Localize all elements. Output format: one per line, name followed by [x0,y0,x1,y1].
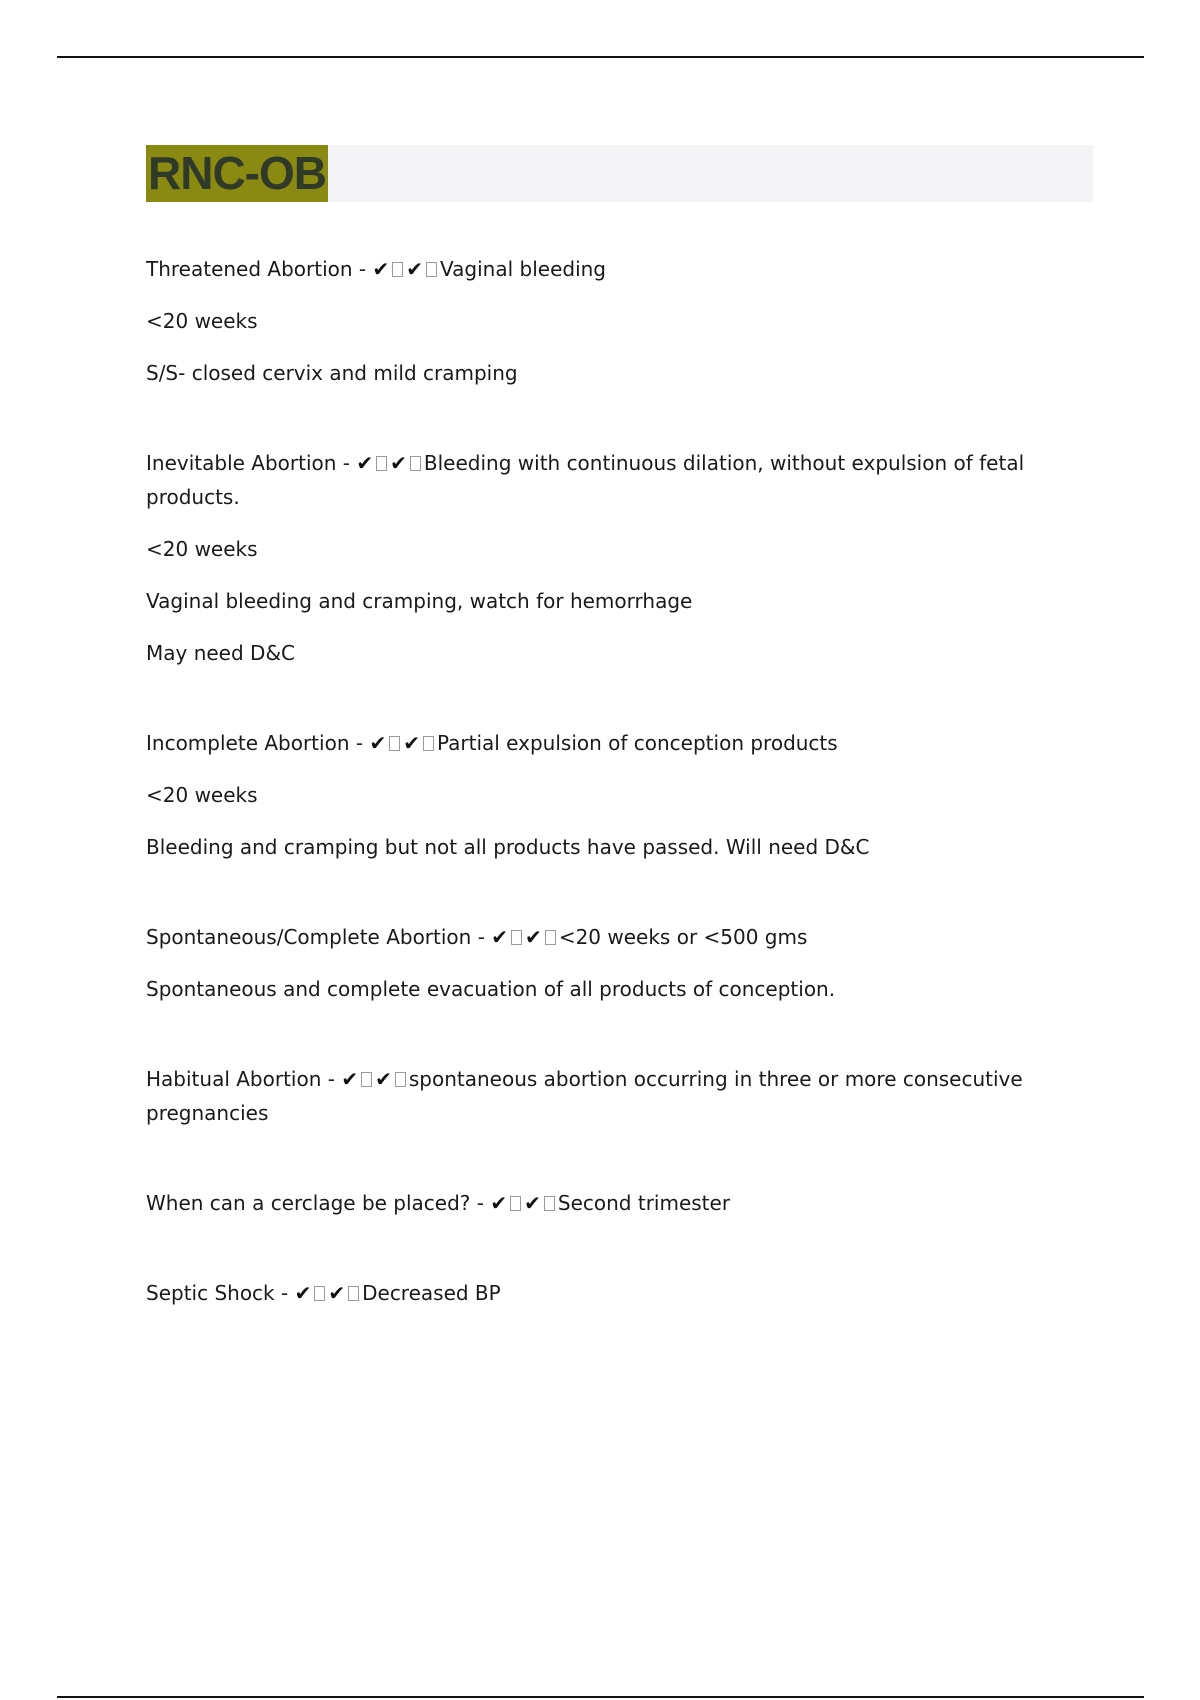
card-term: Septic Shock [146,1281,275,1305]
placeholder-box-icon [376,456,387,471]
footer-rule [57,1696,1144,1698]
check-icon: ✔ [491,925,509,949]
card-term: Habitual Abortion [146,1067,322,1091]
card-answer: spontaneous abortion occurring in three or more consecutive pregnancies [146,1067,1023,1125]
card-question-line [146,920,1046,954]
check-icon: ✔ [294,1281,312,1305]
check-icon: ✔ [375,1067,392,1091]
term-separator: - [352,257,373,281]
card-term: Threatened Abortion [146,257,353,281]
card-detail: <20 weeks [146,537,258,561]
check-icon: ✔ [524,1191,541,1215]
placeholder-box-icon [392,262,403,277]
page-title: RNC-OB [146,145,328,202]
card-detail: Vaginal bleeding and cramping, watch for hemorrhage [146,589,693,613]
card-answer: Vaginal bleeding [440,257,606,281]
term-separator: - [321,1067,342,1091]
term-separator: - [349,731,370,755]
placeholder-box-icon [348,1286,359,1301]
placeholder-box-icon [426,262,437,277]
card-answer: <20 weeks or <500 gms [558,925,808,949]
card-detail: Bleeding and cramping but not all products have passed. Will need D&C [146,835,870,859]
placeholder-box-icon [423,736,434,751]
card-question-line [146,1276,1046,1310]
placeholder-box-icon [544,1196,555,1211]
check-icon: ✔ [328,1281,346,1305]
check-icon: ✔ [406,257,424,281]
check-icon: ✔ [490,1191,508,1215]
flashcard-list [146,252,1046,1330]
card-detail: <20 weeks [146,309,258,333]
check-icon: ✔ [341,1067,359,1091]
term-separator: - [471,925,492,949]
card-question-line [146,1186,1046,1220]
card-term: Inevitable Abortion [146,451,337,475]
card-question-line [146,726,1046,760]
card-term: When can a cerclage be placed? [146,1191,471,1215]
placeholder-box-icon [314,1286,325,1301]
placeholder-box-icon [361,1072,372,1087]
check-icon: ✔ [372,257,390,281]
check-icon: ✔ [403,731,420,755]
term-separator: - [470,1191,491,1215]
card-answer: Decreased BP [362,1281,501,1305]
term-separator: - [274,1281,295,1305]
card-detail: <20 weeks [146,783,258,807]
card-term: Spontaneous/Complete Abortion [146,925,472,949]
placeholder-box-icon [410,456,421,471]
card-question-line [146,252,1046,286]
card-answer: Second trimester [557,1191,731,1215]
check-icon: ✔ [390,451,407,475]
card-answer: Partial expulsion of conception products [436,731,838,755]
header-rule [57,56,1144,58]
placeholder-box-icon [389,736,400,751]
placeholder-box-icon [510,1196,521,1211]
card-question-line [146,1062,1046,1130]
card-question-line [146,446,1046,514]
placeholder-box-icon [545,930,556,945]
term-separator: - [336,451,357,475]
check-icon: ✔ [356,451,374,475]
placeholder-box-icon [395,1072,406,1087]
card-detail: May need D&C [146,641,296,665]
check-icon: ✔ [525,925,542,949]
card-answer: Bleeding with continuous dilation, without expulsion of fetal products. [146,451,1025,509]
card-term: Incomplete Abortion [146,731,350,755]
card-detail: S/S- closed cervix and mild cramping [146,361,518,385]
placeholder-box-icon [511,930,522,945]
card-detail: Spontaneous and complete evacuation of all products of conception. [146,977,836,1001]
check-icon: ✔ [369,731,387,755]
